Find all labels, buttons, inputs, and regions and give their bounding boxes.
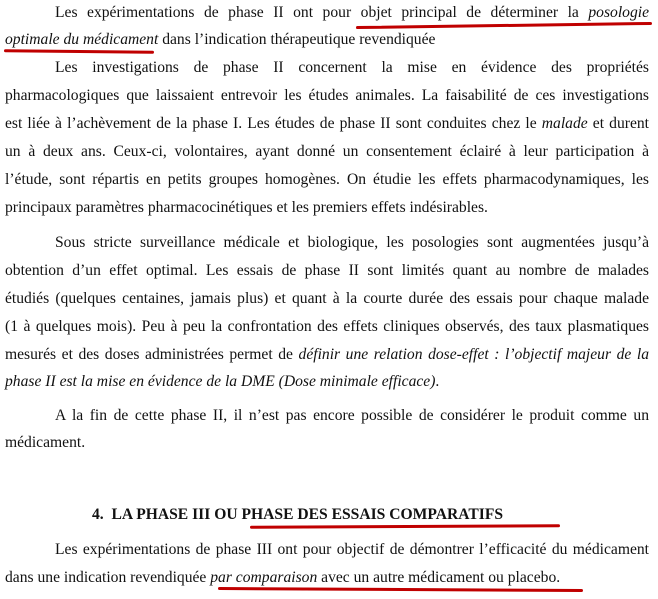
- text-line: principaux paramètres pharmacocinétiques et les premiers effets indésirables.: [5, 199, 488, 216]
- text-line: A la fin de cette phase II, il n’est pas encore possible de considérer le produit comme un: [55, 407, 649, 424]
- text-line: Les expérimentations de phase III ont pour objectif de démontrer l’efficacité du médicament: [55, 541, 649, 558]
- underline-mark: [356, 22, 652, 29]
- text-line: phase II est la mise en évidence de la DME (Dose minimale efficace).: [5, 373, 440, 390]
- text-line: obtention d’un effet optimal. Les essais de phase II sont limités quant au nombre de malades: [5, 262, 649, 279]
- text-line: est liée à l’achèvement de la phase I. Les études de phase II sont conduites chez le malade et durent: [5, 115, 650, 132]
- section-title: LA PHASE III OU PHASE DES ESSAIS COMPARATIFS: [111, 506, 504, 523]
- text-line: (1 à quelques mois). Peu à peu la confrontation des effets cliniques observés, des taux plasmatiques: [5, 318, 649, 335]
- text-line: pharmacologiques que laissaient entrevoir les études animales. La faisabilité de ces investigations: [5, 87, 649, 104]
- section-heading: [92, 505, 503, 525]
- text-line: étudiés (quelques centaines, jamais plus) et quant à la courte durée des essais pour chaque malade: [5, 290, 649, 307]
- underline-mark: [218, 587, 583, 592]
- text-line: Sous stricte surveillance médicale et biologique, les posologies sont augmentées jusqu’à: [55, 234, 649, 251]
- underline-mark: [250, 524, 560, 529]
- text-line: mesurés et des doses administrées permet de définir une relation dose-effet : l’objectif majeur de la: [5, 346, 649, 363]
- text-line: optimale du médicament dans l’indication thérapeutique revendiquée: [5, 31, 436, 48]
- underline-mark: [4, 49, 154, 54]
- text-line: Les expérimentations de phase II ont pour objet principal de déterminer la posologie: [55, 4, 650, 21]
- text-line: Les investigations de phase II concernent la mise en évidence des propriétés: [55, 59, 649, 76]
- text-line: l’étude, sont répartis en petits groupes homogènes. On étudie les effets pharmacodynamiques, les: [5, 171, 649, 188]
- section-number: 4.: [92, 506, 104, 523]
- text-line: médicament.: [5, 434, 86, 451]
- text-line: dans une indication revendiquée par comparaison avec un autre médicament ou placebo.: [5, 569, 561, 586]
- text-line: un à deux ans. Ceux-ci, volontaires, ayant donné un consentement éclairé à leur participation à: [5, 143, 649, 160]
